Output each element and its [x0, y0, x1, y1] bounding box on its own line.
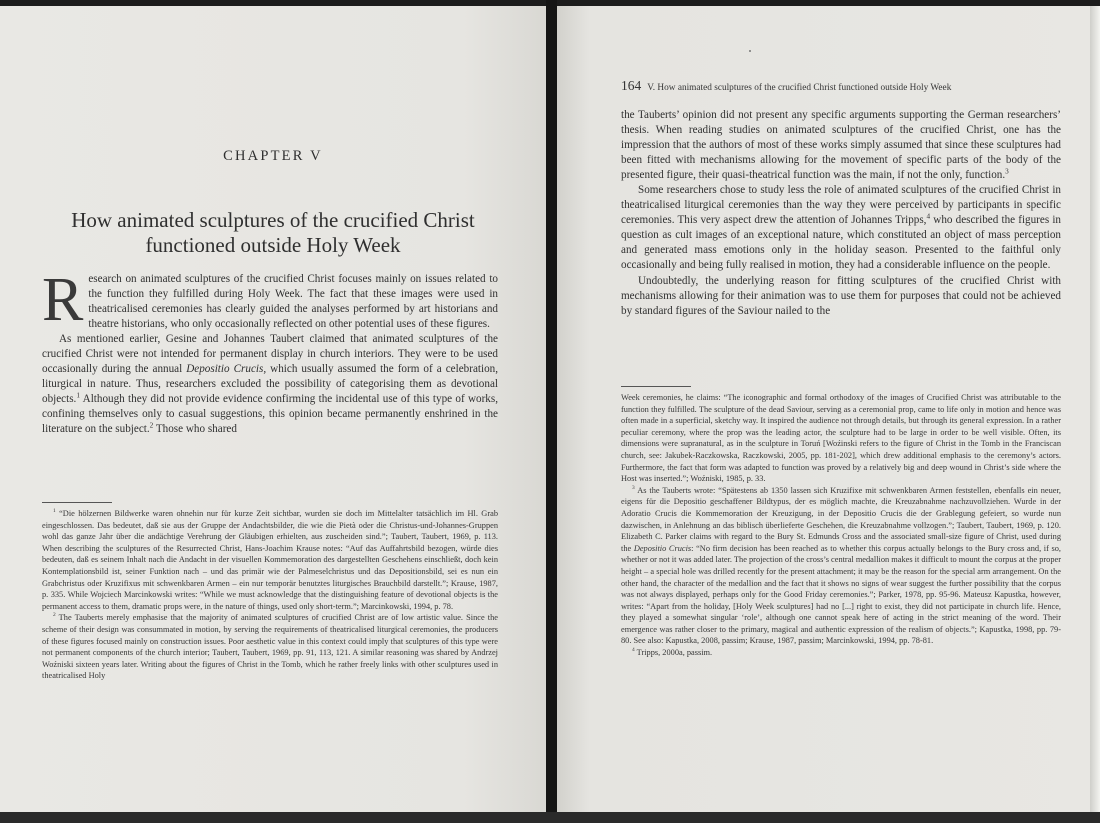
paragraph-continued: [621, 108, 1061, 183]
paragraph-2-text-d: Those who shared: [153, 423, 237, 436]
footnote-2-continued: [621, 392, 1061, 485]
paragraph-2: [42, 332, 498, 437]
page-number: 164: [621, 78, 642, 93]
footnote-1: [42, 508, 498, 612]
left-page: [0, 6, 546, 814]
footnote-2: [42, 612, 498, 682]
right-footnotes: [621, 392, 1061, 659]
chapter-label: CHAPTER V: [223, 148, 323, 164]
page-edge-strip: [1090, 6, 1100, 814]
footnote-3: [621, 485, 1061, 647]
drop-cap: R: [42, 266, 84, 334]
paragraph-3: [621, 183, 1061, 273]
depositio-crucis-term: Depositio Crucis,: [186, 363, 267, 376]
footnote-4: [621, 647, 1061, 659]
paragraph-3-text-a: Some researchers chose to study less the role of animated sculptures of the crucified Christ in theatricalised liturgical ceremonies than the way they were perceived by participants in specific ceremonies. This very aspect drew the attention of Johannes Tripps,: [621, 184, 1061, 227]
paragraph-3-text-b: who described the figures in question as cult images of an exceptional nature, which constituted an object of mass perception and generated mass emotions only in the holiday season. Presented to the faithful only occasionally and being fully realised in motion, they had a considerable influence on the people.: [621, 214, 1062, 272]
footnote-4-number: 4: [632, 647, 635, 654]
scan-bottom-edge: [0, 812, 1100, 823]
paragraph-1-text: esearch on animated sculptures of the crucified Christ focuses mainly on issues related to the function they fulfilled during Holy Week. The fact that these images were used in theatricalised ceremonies has clearly guided the analyses performed by art historians and theatre historians, who only occasionally reflected on other potential uses of these figures.: [88, 273, 498, 331]
footnote-2-number: 2: [53, 612, 56, 619]
paragraph-4-text: Undoubtedly, the underlying reason for fitting sculptures of the crucified Christ with mechanisms allowing for their animation was to use them for purposes that could not be achieved by standard figures of the Saviour nailed to the: [621, 274, 1061, 317]
footnote-3-text-a: As the Tauberts wrote: “Spätestens ab 1350 lassen sich Kruzifixe mit schwenkbaren Armen feststellen, ebenfalls ein neuer, eigens für die Depositio geschaffener Bildtypus, der es möglich machte, die Kreuzabnahme nachzuvollziehen. Wurde in der Adoratio Crucis die Kommemoration der Kreuzigung, in der Depositio Crucis die der Grablegung gefeiert, so wurde nun dazwischen, in Anlehnung an das biblisch überlieferte Geschehen, die Kreuzabnahme vollzogen.”; Taubert, Taubert, 1969, p. 120. Elizabeth C. Parker claims with regard to the Bury St. Edmunds Cross and the associated small-size figure of Christ, used during the: [621, 485, 1061, 553]
paragraph-2-text-a: As mentioned earlier, Gesine and Johannes Taubert claimed that animated sculptures of the crucified Christ were not intended for permanent display in church interiors. They were to be used occasionally during the annual: [42, 333, 498, 376]
running-head: [621, 78, 1061, 94]
footnote-4-text: Tripps, 2000a, passim.: [634, 648, 713, 658]
footnote-divider: [42, 502, 112, 503]
right-page: [557, 6, 1100, 814]
paragraph-4: [621, 274, 1061, 319]
running-head-title: V. How animated sculptures of the crucified Christ functioned outside Holy Week: [647, 83, 952, 93]
footnote-3-text-b: : “No firm decision has been reached as to whether this corpus actually belongs to the Bury cross and, if so, whether or not it was added later. The projection of the cross’s central medallion makes it difficult to mount the corpus at the proper height – a special hole was drilled recently for the present attachment; it may be the reason for the special arm arrangement. On the other hand, the character of the medallion and the fact that it shows no signs of wear suggest the further possibility that the corpus was not always displayed, perhaps only for the Good Friday ceremonies.”; Parker, 1978, pp. 95-96. Mateusz Kapustka, however, writes: “Apart from the holiday, [Holy Week sculptures] had no [...] right to exist, they did not participate in church life. Hence, they played a somewhat singular ‘role’, although one cannot speak here of acting in the strict meaning of the word. Their emergence was rather closer to the primary, magical and authentic expression of the realism of objects.”; Kapustka, 1998, pp. 79-80. See also: Kapustka, 2008, passim; Krause, 1987, passim; Marcinkowski, 1994, pp. 78-81.: [621, 543, 1062, 646]
footnote-ref-4[interactable]: 4: [926, 212, 931, 221]
footnote-1-text: “Die hölzernen Bildwerke waren ohnehin nur für kurze Zeit sichtbar, wurden sie doch im Mittelalter tatsächlich im Hl. Grab eingeschlossen. Das bedeutet, daß sie aus der Gruppe der Andachtsbilder, die wie die Pietà oder die Christus-und-Johannes-Gruppen wohl das ganze Jahr über die andächtige Verehrung der Gläubigen erhielten, aus zuscheiden sind.”; Taubert, Taubert, 1969, p. 113. When describing the sculptures of the Resurrected Christ, Hans-Joachim Krause notes: “Auf das Auffahrtsbild bezogen, würde dies bedeuten, daß es seinem Inhalt nach die Andacht in der visuellen Kommemoration des dargestellten Geschehens einschließt, doch kein Kontemplationsbild ist, seiner Funktion nach – und das primär wie der Palmeselchristus und das Depositionsbild, sei es nun ein Grabchristus oder Kruzifixus mit schwenkbaren Armen – ein nur temporär benutztes liturgisches Brauchbild darstellt.”; Krause, 1987, p. 335. While Wojciech Marcinkowski writes: “While we must acknowledge that the distinguishing feature of devotional objects is the permanent access to them, dramatic props were, in the nature of things, used only short-term.”; Marcinkowski, 1994, p. 78.: [42, 509, 498, 611]
footnote-1-number: 1: [53, 508, 56, 515]
chapter-title: How animated sculptures of the crucified Christ functioned outside Holy Week: [71, 208, 475, 257]
left-footnotes: [42, 508, 498, 682]
book-gutter: [546, 0, 557, 823]
footnote-ref-1[interactable]: 1: [76, 391, 80, 400]
footnote-3-term: Depositio Crucis: [633, 543, 692, 553]
footnote-divider-right: [621, 386, 691, 387]
paragraph-2-text-b: which usually assumed the form of a celebration, liturgical in nature. Thus, researchers excluded the possibility of categorising them as devotional objects.: [42, 363, 498, 406]
paragraph-2-text-c: Although they did not provide evidence confirming the incidental use of this type of works, confining themselves only to casual suggestions, this opinion became permanently enshrined in the literature on the subject.: [42, 393, 498, 436]
paragraph-1: [42, 266, 498, 334]
footnote-ref-3[interactable]: 3: [1005, 167, 1009, 176]
footnote-2-continued-text: Week ceremonies, he claims: “The iconographic and formal orthodoxy of the images of Crucified Christ was attributable to the function they fulfilled. The sculpture of the dead Saviour, serving as a ceremonial prop, came to life only in motion and hence was often made in a superficial, sketchy way. It inspired the audience not through details, but through its general expression. In a rather peculiar ceremony, where the prop was the leading actor, the sculpture had to be large in order to be well visible. Often, its dimensions were supranatural, as in the sculpture in Toruń [Woźinski refers to the figure of Christ in the Tomb in the Franciscan church, see: Jakubek-Raczkowska, Raczkowski, 2005, pp. 181-202], which drew additional emphasis to the ceremony’s actors. Furthermore, the fact that form was adapted to function was proved by a relatively big and deep wound in Christ’s side where the Host was inserted.”; Woźniski, 1985, p. 33.: [621, 393, 1061, 484]
left-body-text: [42, 266, 498, 438]
right-body-text: [621, 108, 1061, 319]
footnote-2-text: The Tauberts merely emphasise that the majority of animated sculptures of crucified Christ are of low artistic value. Since the scheme of their design was consummated in motion, by serving the requirements of theatricalised liturgical ceremonies, the producers of these figures focused mainly on construction issues. Poor aesthetic value in this context could imply that sculptures of this type were not permanent components of the church interior; Taubert, Taubert, 1969, pp. 91, 113, 121. A similar reasoning was shared by Andrzej Woźniski sixteen years later. Writing about the figures of Christ in the Tomb, which he rather freely links with other sculptures used in theatricalised Holy: [42, 613, 498, 681]
footnote-3-number: 3: [632, 484, 635, 491]
footnote-ref-2[interactable]: 2: [149, 421, 154, 430]
paragraph-continued-text: the Tauberts’ opinion did not present any specific arguments supporting the German researchers’ thesis. When reading studies on animated sculptures of the crucified Christ, one has the impression that the authors of most of these works simply assumed that since these sculptures had been fitted with mechanisms allowing for the movement of specific parts of the body of the presented figure, their quasi-theatrical function was the main, if not the only, function.: [621, 109, 1061, 182]
scan-speck: [749, 50, 751, 52]
